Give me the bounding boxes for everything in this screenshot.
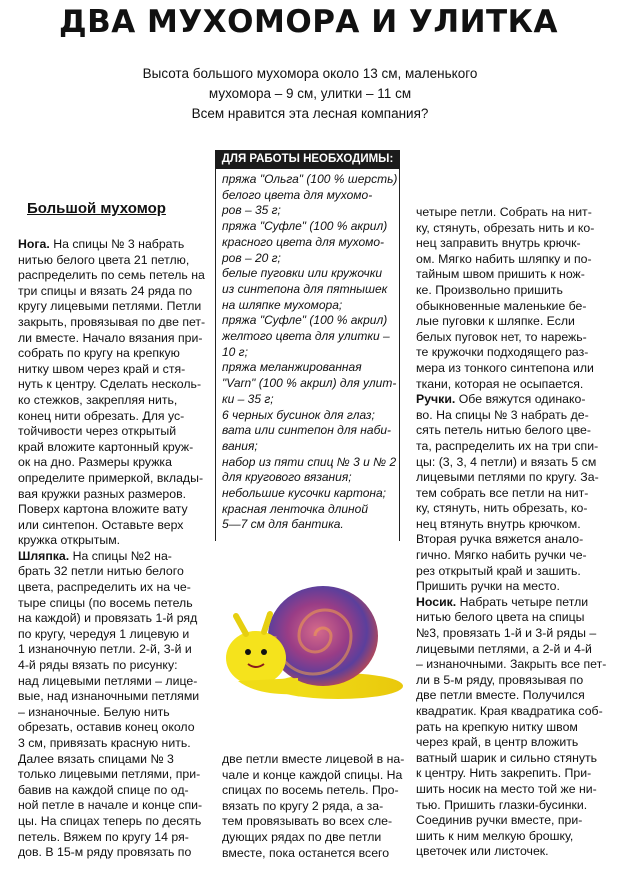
- text-line: цветочек или листочек.: [416, 844, 549, 859]
- text-line: вязать по кругу 2 ряда, а за-: [222, 798, 384, 813]
- text-line: гично. Мягко набить ручки че-: [416, 548, 587, 563]
- text-line: закрыть, провязывая по две пет-: [18, 314, 206, 329]
- text-line: во. На спицы № 3 набрать де-: [416, 407, 589, 422]
- text-line: нитку швом через край и стя-: [18, 361, 186, 376]
- text-line: Пришить ручки на место.: [416, 579, 560, 594]
- text-line: пряжа "Суфле" (100 % акрил): [222, 219, 388, 234]
- leg-first-text: На спицы № 3 набрать: [49, 237, 185, 251]
- column-right: [416, 205, 611, 860]
- text-line: нитью белого цвета 21 петлю,: [18, 252, 190, 267]
- text-line: три спицы и вязать 24 ряда по: [18, 283, 193, 298]
- text-line: четыре петли. Собрать на нит-: [416, 205, 592, 219]
- section-title: Большой мухомор: [27, 200, 166, 217]
- snail-eye-right: [261, 649, 267, 655]
- text-line: Вторая ручка вяжется анало-: [416, 532, 584, 547]
- text-line: та, распределить их на три спи-: [416, 438, 599, 453]
- text-line: цы: (3, 3, 4 петли) и вязать 5 см: [416, 454, 597, 469]
- text-line: тайным швом пришить к нож-: [416, 267, 585, 282]
- text-line: белых пуговок нет, то нарежь-: [416, 329, 587, 344]
- intro-line: Высота большого мухомора около 13 см, маленького: [142, 66, 478, 81]
- text-line: красного цвета для мухомо-: [222, 234, 385, 249]
- text-line: определите примеркой, вклады-: [18, 470, 204, 485]
- article-title: ДВА МУХОМОРА И УЛИТКА: [58, 4, 559, 40]
- text-line: красная ленточка длиной: [222, 501, 368, 516]
- leg-label: Нога.: [18, 237, 50, 251]
- middle-paragraph: [222, 752, 407, 861]
- text-line: спицах по восемь петель. Про-: [222, 783, 399, 798]
- intro-line: мухомора – 9 см, улитки – 11 см: [208, 86, 412, 101]
- leg-paragraph: [18, 253, 208, 549]
- text-line: 10 г;: [222, 344, 248, 359]
- snail-illustration: [218, 566, 408, 741]
- text-line: вата или синтепон для наби-: [222, 423, 391, 438]
- materials-list: [215, 169, 400, 541]
- text-line: белого цвета для мухомо-: [222, 187, 373, 202]
- text-line: 1 изнаночную петли. 2-й, 3-й и: [18, 642, 192, 657]
- text-line: набор из пяти спиц № 3 и № 2: [222, 454, 397, 469]
- text-line: ли в 5-м ряду, провязывая по: [416, 672, 584, 687]
- text-line: нец заправить внутрь крючк-: [416, 236, 581, 251]
- text-line: рать на крепкую нитку швом: [416, 719, 578, 734]
- text-line: пряжа "Суфле" (100 % акрил): [222, 313, 388, 328]
- text-line: на каждой) и провязать 1-й ряд: [18, 611, 198, 626]
- nose-first-text: Набрать четыре петли: [456, 594, 589, 609]
- text-line: тем провязывать во всех сле-: [222, 814, 393, 829]
- text-line: к центру. Нить закрепить. При-: [416, 766, 592, 781]
- handles-first-text: Обе вяжутся одинако-: [455, 392, 586, 407]
- text-line: цы. На спицах теперь по десять: [18, 813, 202, 828]
- text-line: те кружочки подходящего раз-: [416, 345, 589, 360]
- snail-shell: [268, 586, 378, 686]
- text-line: шить к ним мелкую брошку,: [416, 828, 574, 843]
- text-line: ватный шарик и сильно стянуть: [416, 750, 598, 765]
- cap-paragraph: [18, 564, 208, 860]
- text-line: брать 32 петли нитью белого: [18, 564, 184, 579]
- text-line: из синтепона для пятнышек: [222, 281, 388, 296]
- text-line: или синтепон. Оставьте верх: [18, 517, 184, 532]
- text-line: вместе, пока останется всего: [222, 845, 390, 860]
- text-line: тойчивости через открытый: [18, 424, 177, 439]
- nose-paragraph-first: [416, 595, 611, 611]
- text-line: лицевыми петлями, а 2-й и 4-й: [416, 641, 592, 656]
- text-line: ку, стянуть, обрезать нить и ко-: [416, 220, 595, 235]
- text-line: ной петле в начале и конце спи-: [18, 798, 203, 813]
- text-line: сять петель нитью белого цве-: [416, 423, 591, 438]
- cap-label: Шляпка.: [18, 548, 70, 563]
- text-line: чале и конце каждой спицы. На: [222, 767, 403, 782]
- text-line: Поверх картона вложите вату: [18, 502, 188, 517]
- text-line: обыкновенные маленькие бе-: [416, 298, 587, 313]
- handles-label: Ручки.: [416, 392, 456, 407]
- text-line: ко стежков, закрепляя нить,: [18, 392, 178, 407]
- right-paragraph-a: [416, 205, 611, 392]
- nose-label: Носик.: [416, 594, 457, 609]
- text-line: ли вместе. Начало вязания при-: [18, 330, 203, 345]
- text-line: квадратик. Края квадратика соб-: [416, 704, 603, 718]
- text-line: две петли вместе лицевой в на-: [222, 752, 405, 766]
- text-line: конец нити обрезать. Для ус-: [18, 408, 185, 423]
- text-line: 5—7 см для бантика.: [222, 517, 344, 532]
- text-line: только лицевыми петлями, при-: [18, 767, 201, 782]
- text-line: "Varn" (100 % акрил) для улит-: [222, 376, 397, 391]
- snail-head: [226, 631, 286, 685]
- text-line: ров – 20 г;: [222, 250, 281, 265]
- text-line: на шляпке мухомора;: [222, 297, 343, 312]
- materials-header: ДЛЯ РАБОТЫ НЕОБХОДИМЫ:: [215, 150, 400, 169]
- text-line: 6 черных бусинок для глаз;: [222, 407, 375, 422]
- text-line: обрезать, оставив конец около: [18, 720, 195, 735]
- text-line: пряжа "Ольга" (100 % шерсть): [222, 172, 398, 186]
- text-line: распределить по семь петель на: [18, 268, 205, 283]
- text-line: мера из тонкого синтепона или: [416, 360, 594, 375]
- text-line: петель. Вяжем по кругу 14 ря-: [18, 829, 189, 844]
- text-line: белые пуговки или кружочки: [222, 266, 383, 281]
- handles-paragraph: [416, 408, 611, 595]
- nose-paragraph: [416, 610, 611, 860]
- text-line: над лицевыми петлями – лице-: [18, 673, 198, 688]
- cap-first-text: На спицы №2 на-: [69, 548, 172, 563]
- text-line: – изнаночными. Закрыть все пет-: [416, 657, 607, 672]
- text-line: собрать по кругу на крепкую: [18, 346, 180, 361]
- text-line: пряжа меланжированная: [222, 360, 362, 375]
- intro-line: Всем нравится эта лесная компания?: [191, 106, 429, 121]
- text-line: кругу лицевыми петлями. Петли: [18, 299, 202, 314]
- text-line: две петли вместе. Получился: [416, 688, 585, 703]
- text-line: ки – 35 г;: [222, 391, 274, 406]
- text-line: вые, над изнаночными петлями: [18, 689, 200, 704]
- text-line: тыре спицы (по восемь петель: [18, 595, 193, 610]
- text-line: ке. Произвольно пришить: [416, 282, 563, 297]
- text-line: ткани, которая не осыпается.: [416, 376, 584, 391]
- text-line: через край, в центр вложить: [416, 735, 579, 750]
- text-line: небольшие кусочки картона;: [222, 486, 387, 501]
- leg-paragraph-first: [18, 237, 208, 253]
- text-line: по кругу, чередуя 1 лицевую и: [18, 626, 190, 641]
- cap-paragraph-first: [18, 549, 208, 565]
- text-line: нец втянуть внутрь крючком.: [416, 516, 581, 531]
- text-line: дующих рядах по две петли: [222, 829, 382, 844]
- intro-text: [110, 64, 510, 124]
- text-line: желтого цвета для улитки –: [222, 329, 390, 344]
- text-line: ок на дно. Размеры кружка: [18, 455, 172, 470]
- text-line: тем собрать все петли на нит-: [416, 485, 589, 500]
- text-line: 4-й ряды вязать по рисунку:: [18, 658, 178, 673]
- text-line: кружка открытым.: [18, 533, 121, 548]
- text-line: ку, стянуть, нить обрезать, ко-: [416, 501, 588, 516]
- text-line: край вложите картонный круж-: [18, 439, 194, 454]
- snail-photo: [218, 566, 408, 741]
- text-line: Соединив ручки вместе, при-: [416, 813, 583, 828]
- text-line: ом. Мягко набить шляпку и по-: [416, 251, 592, 266]
- text-line: дов. В 15-м ряду провязать по: [18, 845, 192, 860]
- text-line: №3, провязать 1-й и 3-й ряды –: [416, 626, 597, 641]
- column-middle: [222, 752, 407, 861]
- text-line: вания;: [222, 438, 258, 453]
- text-line: для кругового вязания;: [222, 470, 352, 485]
- handles-paragraph-first: [416, 392, 611, 408]
- text-line: нуть к центру. Сделать несколь-: [18, 377, 202, 392]
- text-line: Далее вязать спицами № 3: [18, 751, 174, 766]
- text-line: лые пуговки к шляпке. Если: [416, 314, 575, 329]
- text-line: бавив на каждой спице по од-: [18, 782, 189, 797]
- text-line: вая кружки разных размеров.: [18, 486, 187, 501]
- text-line: цвета, распределить их на че-: [18, 580, 191, 595]
- text-line: – изнаночные. Белую нить: [18, 704, 170, 719]
- text-line: лицевыми петлями по кругу. За-: [416, 470, 599, 485]
- text-line: шить носик на место той же ни-: [416, 781, 597, 796]
- snail-eye-left: [245, 649, 251, 655]
- text-line: тью. Пришить глазки-бусинки.: [416, 797, 588, 812]
- text-line: нитью белого цвета на спицы: [416, 610, 585, 625]
- text-line: рез открытый край и зашить.: [416, 563, 581, 578]
- text-line: 3 см, привязать красную нить.: [18, 736, 191, 750]
- column-left: [18, 237, 208, 861]
- text-line: ров – 35 г;: [222, 203, 281, 218]
